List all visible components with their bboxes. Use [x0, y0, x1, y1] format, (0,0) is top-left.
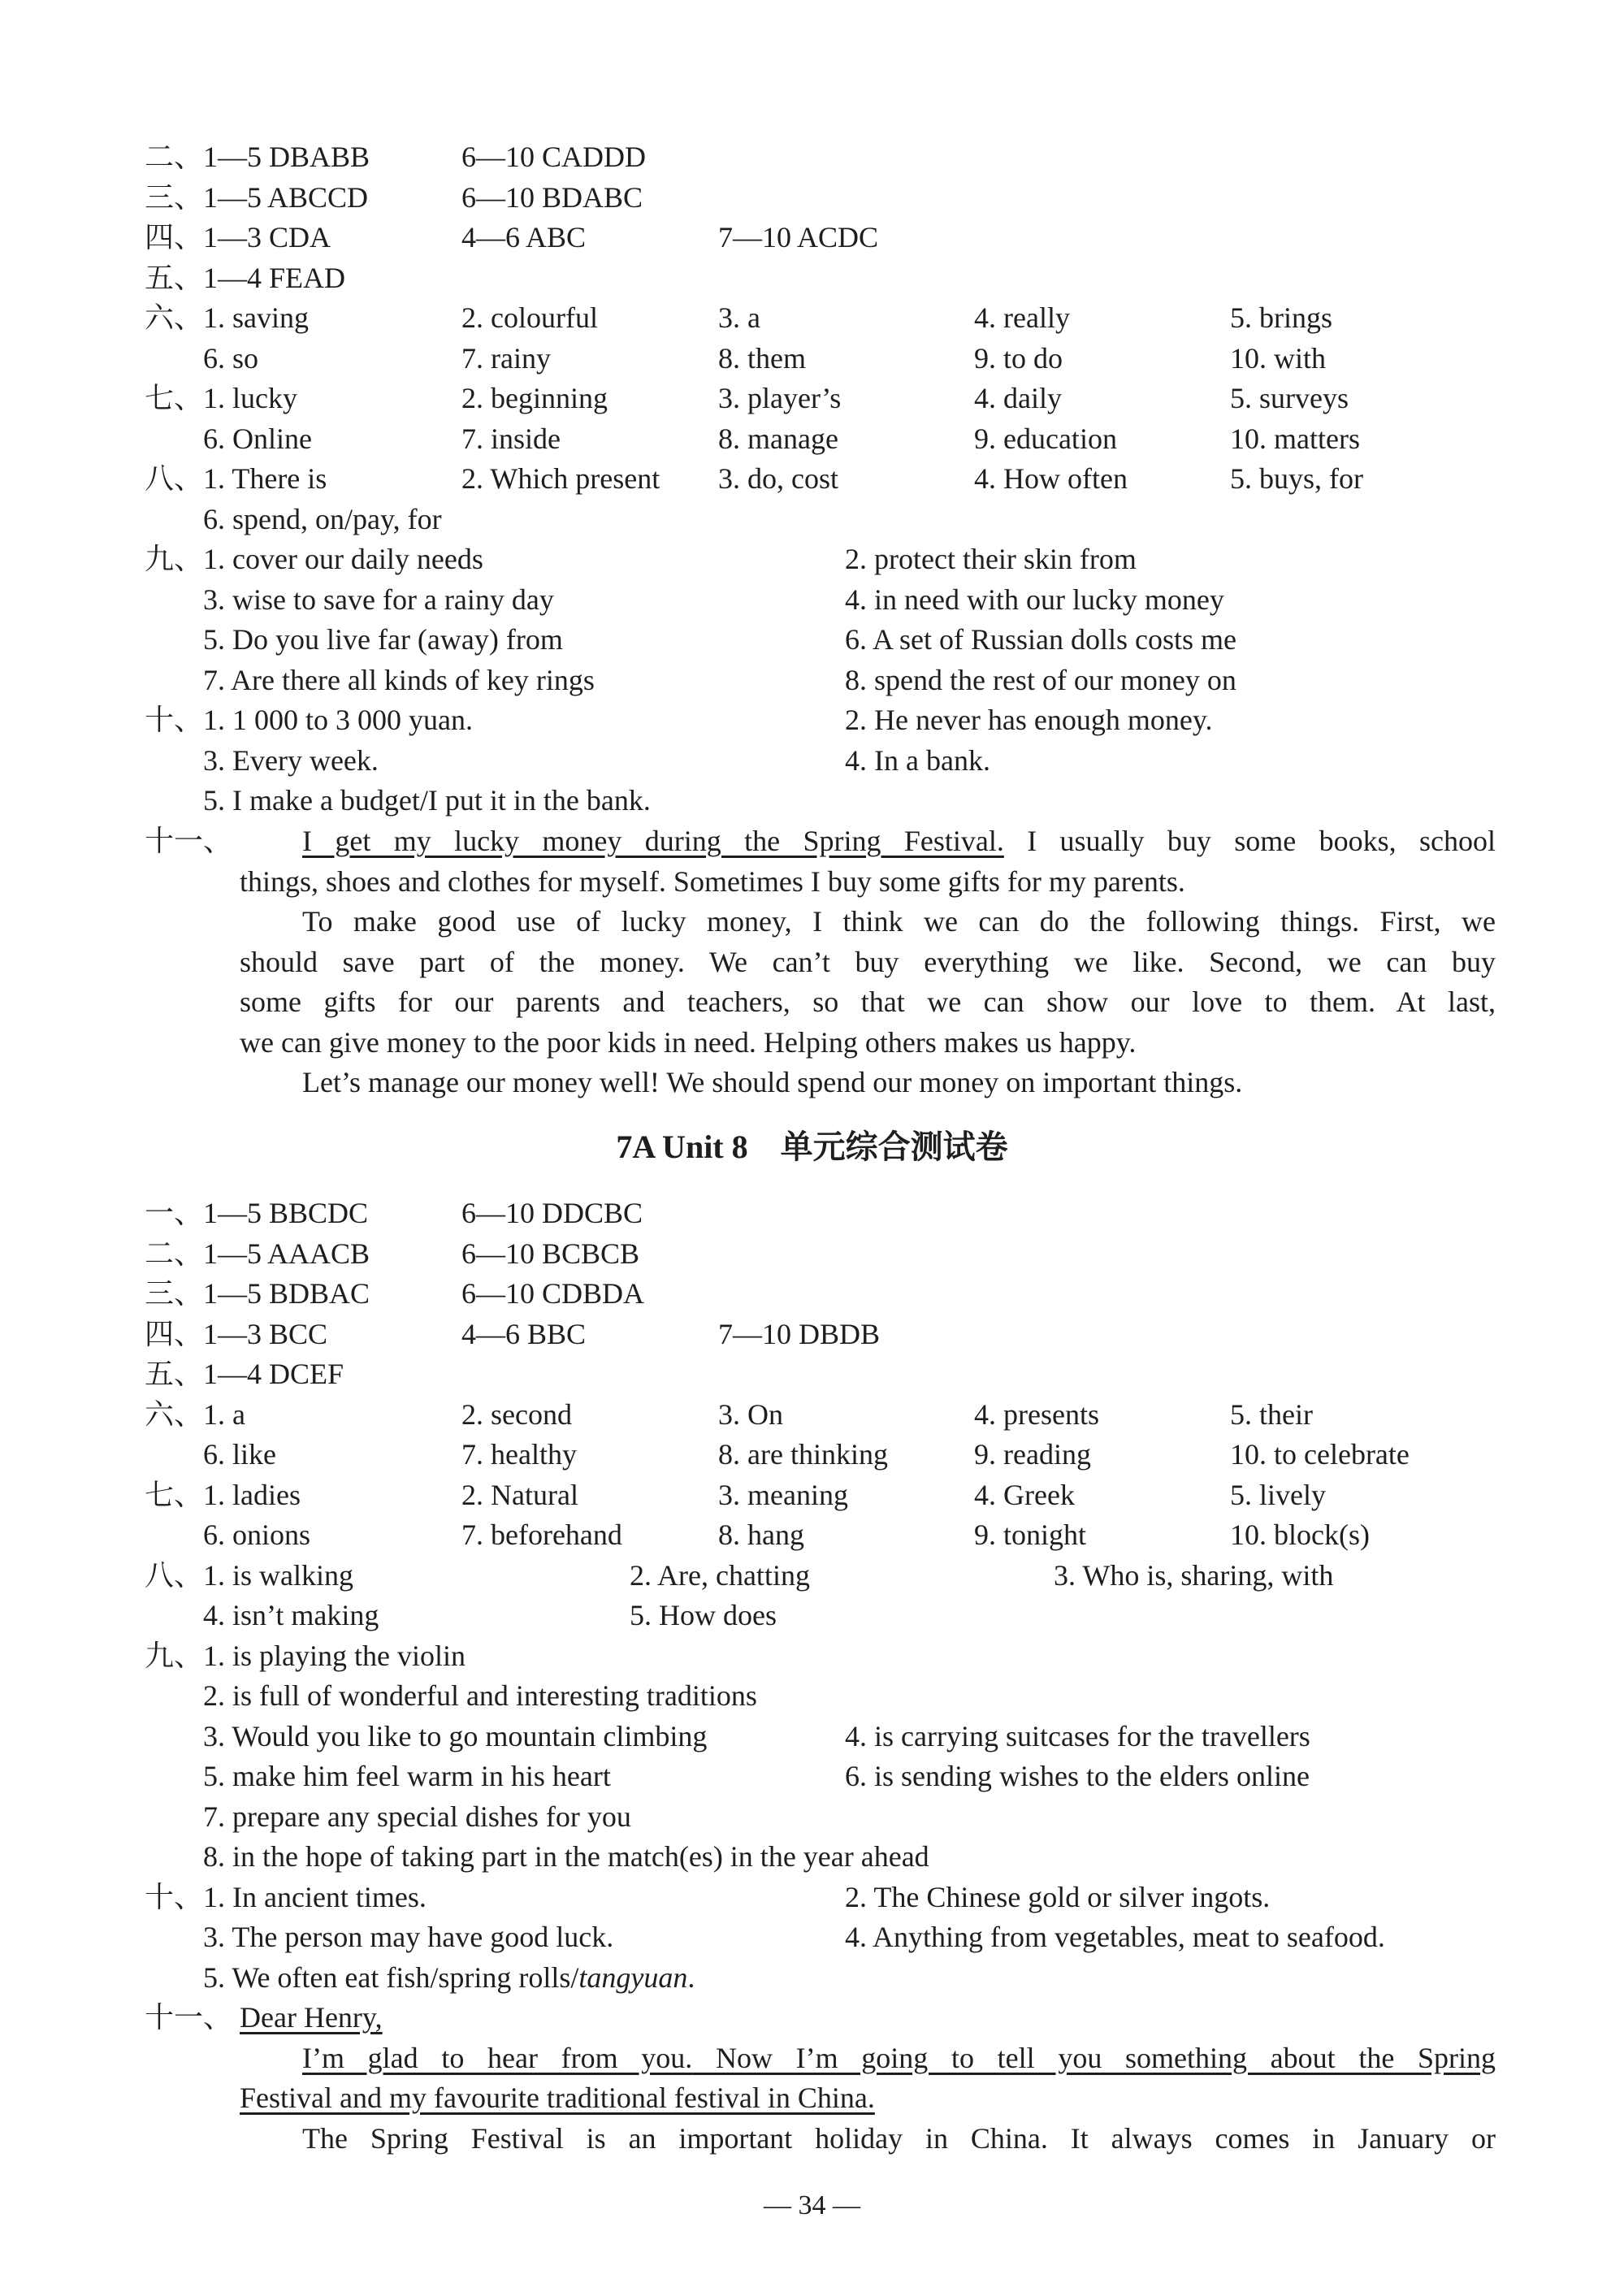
answer-cell: 7. prepare any special dishes for you [203, 1800, 631, 1833]
answer-cell: 1—5 ABCCD [203, 180, 369, 214]
answer-cell: 1—5 DBABB [203, 141, 370, 173]
answer-line [0, 1635, 1624, 1676]
answer-cell: 4. presents [974, 1397, 1099, 1431]
answer-cell: 3. The person may have good luck. [203, 1921, 614, 1953]
answer-line [0, 780, 1624, 821]
answer-line [0, 1877, 1624, 1917]
answer-cell: 10. with [1230, 341, 1327, 375]
answer-line [0, 539, 1624, 579]
answer-cell: 8. them [718, 341, 806, 375]
answer-line [0, 1756, 1624, 1796]
section-label: 五、 [145, 261, 204, 294]
answer-line [0, 1354, 1624, 1394]
answer-cell: 5. surveys [1230, 382, 1349, 414]
essay-line: should save part of the money. We can’t buy everything we like. Second, we can buy [240, 945, 1496, 978]
answer-cell: 4—6 ABC [461, 221, 587, 253]
answer-cell: 9. reading [974, 1438, 1091, 1471]
answer-cell: 6. A set of Russian dolls costs me [845, 623, 1237, 656]
section-label: 一、 [145, 1197, 204, 1229]
section-label: 三、 [145, 180, 204, 214]
answer-line [0, 1716, 1624, 1757]
answer-line [0, 1273, 1624, 1314]
answer-line [0, 1796, 1624, 1837]
letter-line [302, 2038, 1496, 2078]
answer-cell: 9. tonight [974, 1518, 1087, 1551]
section-label: 六、 [145, 1397, 204, 1431]
answer-cell: 4—6 BBC [461, 1317, 587, 1350]
answer-cell: 7. rainy [461, 341, 551, 375]
answer-cell: 6—10 CADDD [461, 141, 647, 173]
answer-line [0, 1675, 1624, 1716]
answer-cell: 5. How does [630, 1599, 777, 1631]
answer-cell: 1. ladies [203, 1478, 301, 1511]
answer-cell: 1. In ancient times. [203, 1880, 427, 1913]
section-label: 八、 [145, 1558, 204, 1592]
answer-cell: 5. make him feel warm in his heart [203, 1760, 611, 1792]
answer-cell: 7. Are there all kinds of key rings [203, 663, 595, 696]
answer-cell: 6. Online [203, 422, 312, 455]
essay-line: To make good use of lucky money, I think we can do the following things. First, we [302, 905, 1496, 938]
answer-cell: 1. 1 000 to 3 000 yuan. [203, 704, 473, 736]
answer-cell: 1—5 BBCDC [203, 1197, 369, 1229]
underlined-sentence: I get my lucky money during the Spring Festival. [302, 825, 1004, 857]
section-label: 十、 [145, 1880, 204, 1913]
underlined-sentence: Now I’m going to tell you something about the Spring [692, 2041, 1496, 2074]
answer-text: 5. We often eat fish/spring rolls/ [203, 1960, 579, 1994]
answer-cell: 1. a [203, 1397, 245, 1431]
answer-cell: 3. do, cost [718, 462, 838, 495]
answer-line [0, 217, 1624, 258]
answer-cell: 5. brings [1230, 301, 1332, 334]
answer-line [0, 1314, 1624, 1354]
section-label: 十、 [145, 704, 204, 736]
answer-cell: 6—10 BDABC [461, 180, 643, 214]
answer-cell: 3. meaning [718, 1478, 848, 1511]
section-label: 七、 [145, 382, 204, 414]
answer-cell: 10. block(s) [1230, 1518, 1370, 1551]
essay-line: some gifts for our parents and teachers, so that we can show our love to them. At last, [240, 986, 1496, 1018]
section-title: 7A Unit 8 单元综合测试卷 [616, 1129, 1008, 1165]
answer-cell: 8. are thinking [718, 1438, 888, 1471]
answer-cell: 2. second [461, 1397, 572, 1431]
answer-line [0, 499, 1624, 539]
answer-cell: 5. their [1230, 1397, 1313, 1431]
answer-cell: 3. a [718, 301, 760, 334]
answer-cell: 7—10 DBDB [718, 1317, 881, 1350]
section-label: 二、 [145, 1237, 204, 1270]
answer-cell: 3. player’s [718, 382, 842, 414]
answer-cell: 5. I make a budget/I put it in the bank. [203, 784, 651, 817]
answer-cell: 7—10 ACDC [718, 221, 879, 253]
answer-cell: 1—4 DCEF [203, 1358, 344, 1390]
answer-cell: 8. in the hope of taking part in the match(es) in the year ahead [203, 1840, 929, 1873]
answer-cell: 3. Would you like to go mountain climbing [203, 1719, 708, 1752]
answer-cell: 8. spend the rest of our money on [845, 663, 1236, 696]
section-label: 六、 [145, 301, 204, 334]
answer-line [0, 740, 1624, 781]
answer-cell: 2. colourful [461, 301, 598, 334]
answer-cell: 1—3 BCC [203, 1317, 328, 1350]
answer-cell: 4. How often [974, 462, 1128, 495]
answer-line [0, 1917, 1624, 1957]
answer-line [0, 1836, 1624, 1877]
essay-line: things, shoes and clothes for myself. Sometimes I buy some gifts for my parents. [240, 864, 1185, 898]
answer-cell: 5. lively [1230, 1478, 1326, 1511]
answer-cell: 2. Natural [461, 1478, 578, 1511]
answer-text: . [687, 1960, 695, 1994]
answer-cell: 5. Do you live far (away) from [203, 623, 563, 656]
answer-cell: 3. wise to save for a rainy day [203, 583, 554, 616]
italic-word: tangyuan [578, 1960, 688, 1994]
answer-cell: 1. lucky [203, 382, 297, 414]
answer-line [0, 1434, 1624, 1475]
answer-cell: 1. is playing the violin [203, 1639, 466, 1672]
essay-line: Let’s manage our money well! We should spend our money on important things. [302, 1066, 1243, 1098]
answer-cell: 10. matters [1230, 422, 1360, 455]
answer-cell: 6. like [203, 1438, 276, 1471]
answer-line [0, 1394, 1624, 1435]
answer-line [0, 1595, 1624, 1635]
answer-cell: 1. saving [203, 301, 309, 334]
answer-cell: 3. Who is, sharing, with [1054, 1558, 1334, 1592]
answer-line [0, 660, 1624, 700]
answer-cell: 2. He never has enough money. [845, 704, 1213, 736]
answer-cell: 4. Greek [974, 1478, 1075, 1511]
answer-cell: 5. buys, for [1230, 462, 1363, 495]
answer-cell: 6. is sending wishes to the elders online [845, 1760, 1310, 1792]
answer-cell: 2. is full of wonderful and interesting traditions [203, 1679, 757, 1712]
answer-cell: 8. hang [718, 1518, 804, 1551]
answer-line [0, 1233, 1624, 1274]
essay-line [302, 821, 1496, 861]
answer-line [0, 458, 1624, 499]
answer-line [0, 700, 1624, 740]
answer-cell: 7. healthy [461, 1438, 577, 1471]
letter-greeting-line [0, 1997, 1624, 2038]
essay-text: I usually buy some books, school [1003, 825, 1496, 857]
answer-cell: 1—3 CDA [203, 221, 331, 253]
letter-line: The Spring Festival is an important holiday in China. It always comes in January or [302, 2121, 1496, 2155]
answer-line [0, 579, 1624, 620]
section-label: 四、 [145, 221, 204, 253]
answer-cell: 4. Anything from vegetables, meat to seafood. [845, 1921, 1385, 1953]
answer-line [0, 297, 1624, 338]
underlined-sentence: I’m glad to hear from you. [302, 2041, 693, 2074]
essay-first-line [0, 821, 1624, 861]
answer-cell: 7. beforehand [461, 1518, 622, 1551]
answer-cell: 2. Are, chatting [630, 1558, 810, 1592]
answer-cell: 2. beginning [461, 382, 608, 414]
answer-line [0, 136, 1624, 177]
answer-cell: 3. On [718, 1397, 783, 1431]
answer-cell: 4. daily [974, 382, 1062, 414]
section-label: 五、 [145, 1358, 204, 1390]
section-label: 二、 [145, 141, 204, 173]
answer-line [0, 1514, 1624, 1555]
answer-cell: 4. is carrying suitcases for the travellers [845, 1719, 1310, 1752]
answer-line [0, 378, 1624, 418]
essay-line: we can give money to the poor kids in need. Helping others makes us happy. [240, 1025, 1137, 1059]
answer-cell: 2. protect their skin from [845, 543, 1137, 575]
answer-line [0, 1957, 1624, 1998]
answer-cell: 6—10 CDBDA [461, 1277, 645, 1310]
answer-cell: 1. is walking [203, 1558, 353, 1592]
answer-line [0, 258, 1624, 298]
answer-cell [203, 1957, 695, 1998]
section-label: 四、 [145, 1317, 204, 1350]
answer-cell: 6. so [203, 341, 259, 375]
answer-cell: 9. to do [974, 341, 1063, 375]
answer-line [0, 1555, 1624, 1596]
answer-cell: 1—5 AAACB [203, 1237, 370, 1270]
answer-cell: 2. Which present [461, 462, 660, 495]
answer-cell: 6. spend, on/pay, for [203, 502, 442, 535]
section-label: 九、 [145, 1639, 204, 1672]
answer-cell: 2. The Chinese gold or silver ingots. [845, 1880, 1271, 1913]
answer-cell: 9. education [974, 422, 1117, 455]
letter-greeting: Dear Henry, [240, 2001, 383, 2034]
answer-cell: 4. really [974, 301, 1070, 334]
section-label: 八、 [145, 462, 204, 495]
page-number: — 34 — [764, 2190, 860, 2220]
answer-cell: 1. cover our daily needs [203, 543, 483, 575]
section-label: 七、 [145, 1478, 204, 1511]
answer-cell: 8. manage [718, 422, 838, 455]
answer-line [0, 1193, 1624, 1233]
letter-line [240, 2077, 1496, 2118]
answer-line [0, 619, 1624, 660]
answer-cell: 1—4 FEAD [203, 261, 346, 294]
answer-cell: 3. Every week. [203, 743, 379, 777]
answer-cell: 1. There is [203, 462, 327, 495]
answer-line [0, 177, 1624, 218]
underlined-sentence: Festival and my favourite traditional festival in China. [240, 2082, 875, 2114]
answer-cell: 10. to celebrate [1230, 1438, 1410, 1471]
section-label: 三、 [145, 1277, 204, 1310]
answer-line [0, 1475, 1624, 1515]
answer-cell: 1—5 BDBAC [203, 1277, 370, 1310]
answer-cell: 6—10 DDCBC [461, 1197, 643, 1229]
answer-cell: 4. in need with our lucky money [845, 583, 1224, 616]
answer-cell: 4. isn’t making [203, 1599, 379, 1631]
section-label: 十一、 [145, 2001, 233, 2034]
answer-cell: 7. inside [461, 422, 561, 455]
answer-line [0, 418, 1624, 459]
section-label: 十一、 [145, 825, 233, 857]
answer-cell: 6. onions [203, 1518, 311, 1551]
section-label: 九、 [145, 543, 204, 575]
answer-line [0, 338, 1624, 379]
answer-cell: 6—10 BCBCB [461, 1237, 640, 1270]
answer-cell: 4. In a bank. [845, 743, 990, 777]
